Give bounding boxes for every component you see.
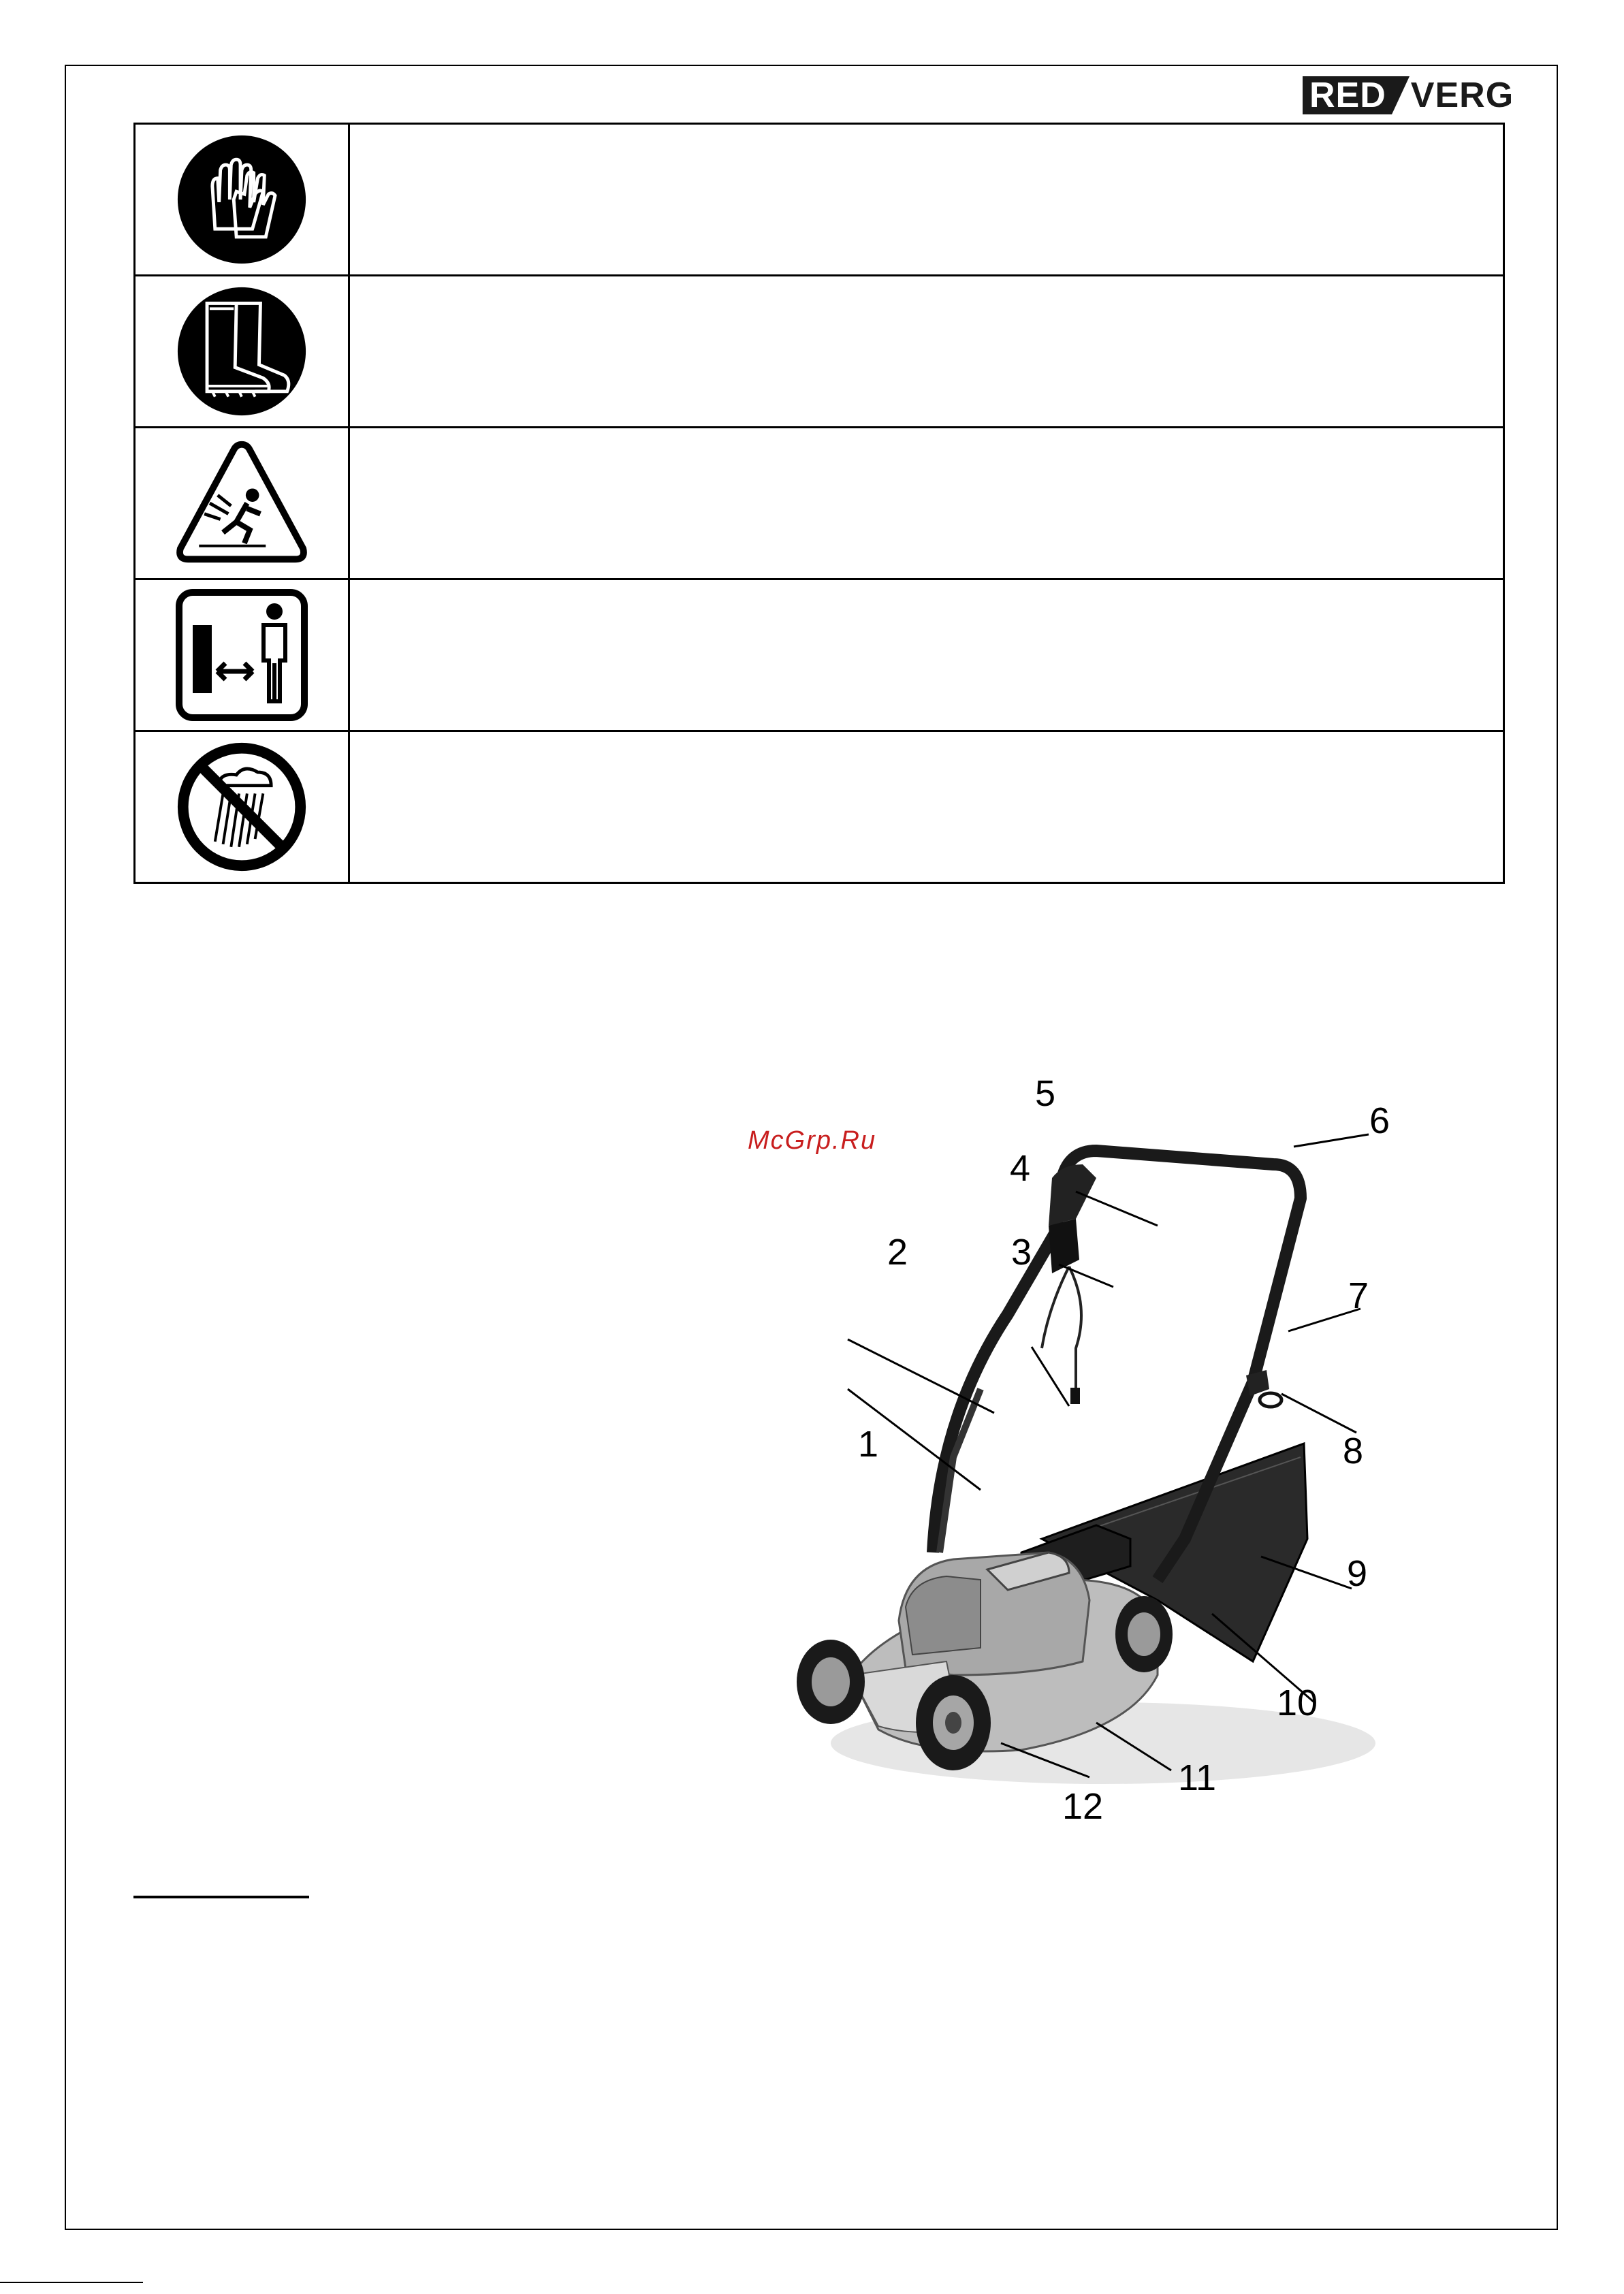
sign-row-boots: [135, 276, 1504, 428]
callout-1: 1: [858, 1424, 879, 1465]
callout-2: 2: [887, 1232, 908, 1273]
callout-5: 5: [1035, 1073, 1056, 1114]
callout-10: 10: [1277, 1683, 1318, 1723]
gloves-icon: [175, 133, 308, 266]
callout-7: 7: [1348, 1275, 1369, 1316]
sign-row-gloves: [135, 124, 1504, 276]
lawnmower-illustration: [776, 1062, 1491, 1852]
sign-row-no-rain: [135, 731, 1504, 883]
safety-signs-table: [133, 123, 1505, 884]
callout-12: 12: [1062, 1786, 1104, 1827]
callout-3: 3: [1011, 1232, 1032, 1273]
thrown-objects-warning-icon: [172, 436, 312, 570]
callout-8: 8: [1343, 1431, 1364, 1471]
brand-logo: [1303, 76, 1514, 114]
sign-row-keep-distance: [135, 579, 1504, 731]
callout-9: 9: [1347, 1553, 1368, 1594]
boots-icon: [175, 285, 308, 418]
no-rain-icon: [175, 740, 308, 874]
footer-rule: [0, 2282, 143, 2283]
callout-6: 6: [1369, 1100, 1390, 1141]
callout-11: 11: [1178, 1757, 1217, 1798]
lawnmower-diagram: [776, 1062, 1491, 1852]
sign-row-thrown-objects: [135, 428, 1504, 579]
logo-verg-part: VERG: [1410, 76, 1514, 115]
keep-distance-icon: [174, 587, 310, 723]
watermark-text: McGrp.Ru: [748, 1126, 877, 1155]
section-heading-underline: [133, 1896, 309, 1898]
logo-red-part: RED: [1303, 76, 1392, 114]
logo-wedge: [1392, 76, 1410, 114]
callout-4: 4: [1010, 1148, 1031, 1189]
